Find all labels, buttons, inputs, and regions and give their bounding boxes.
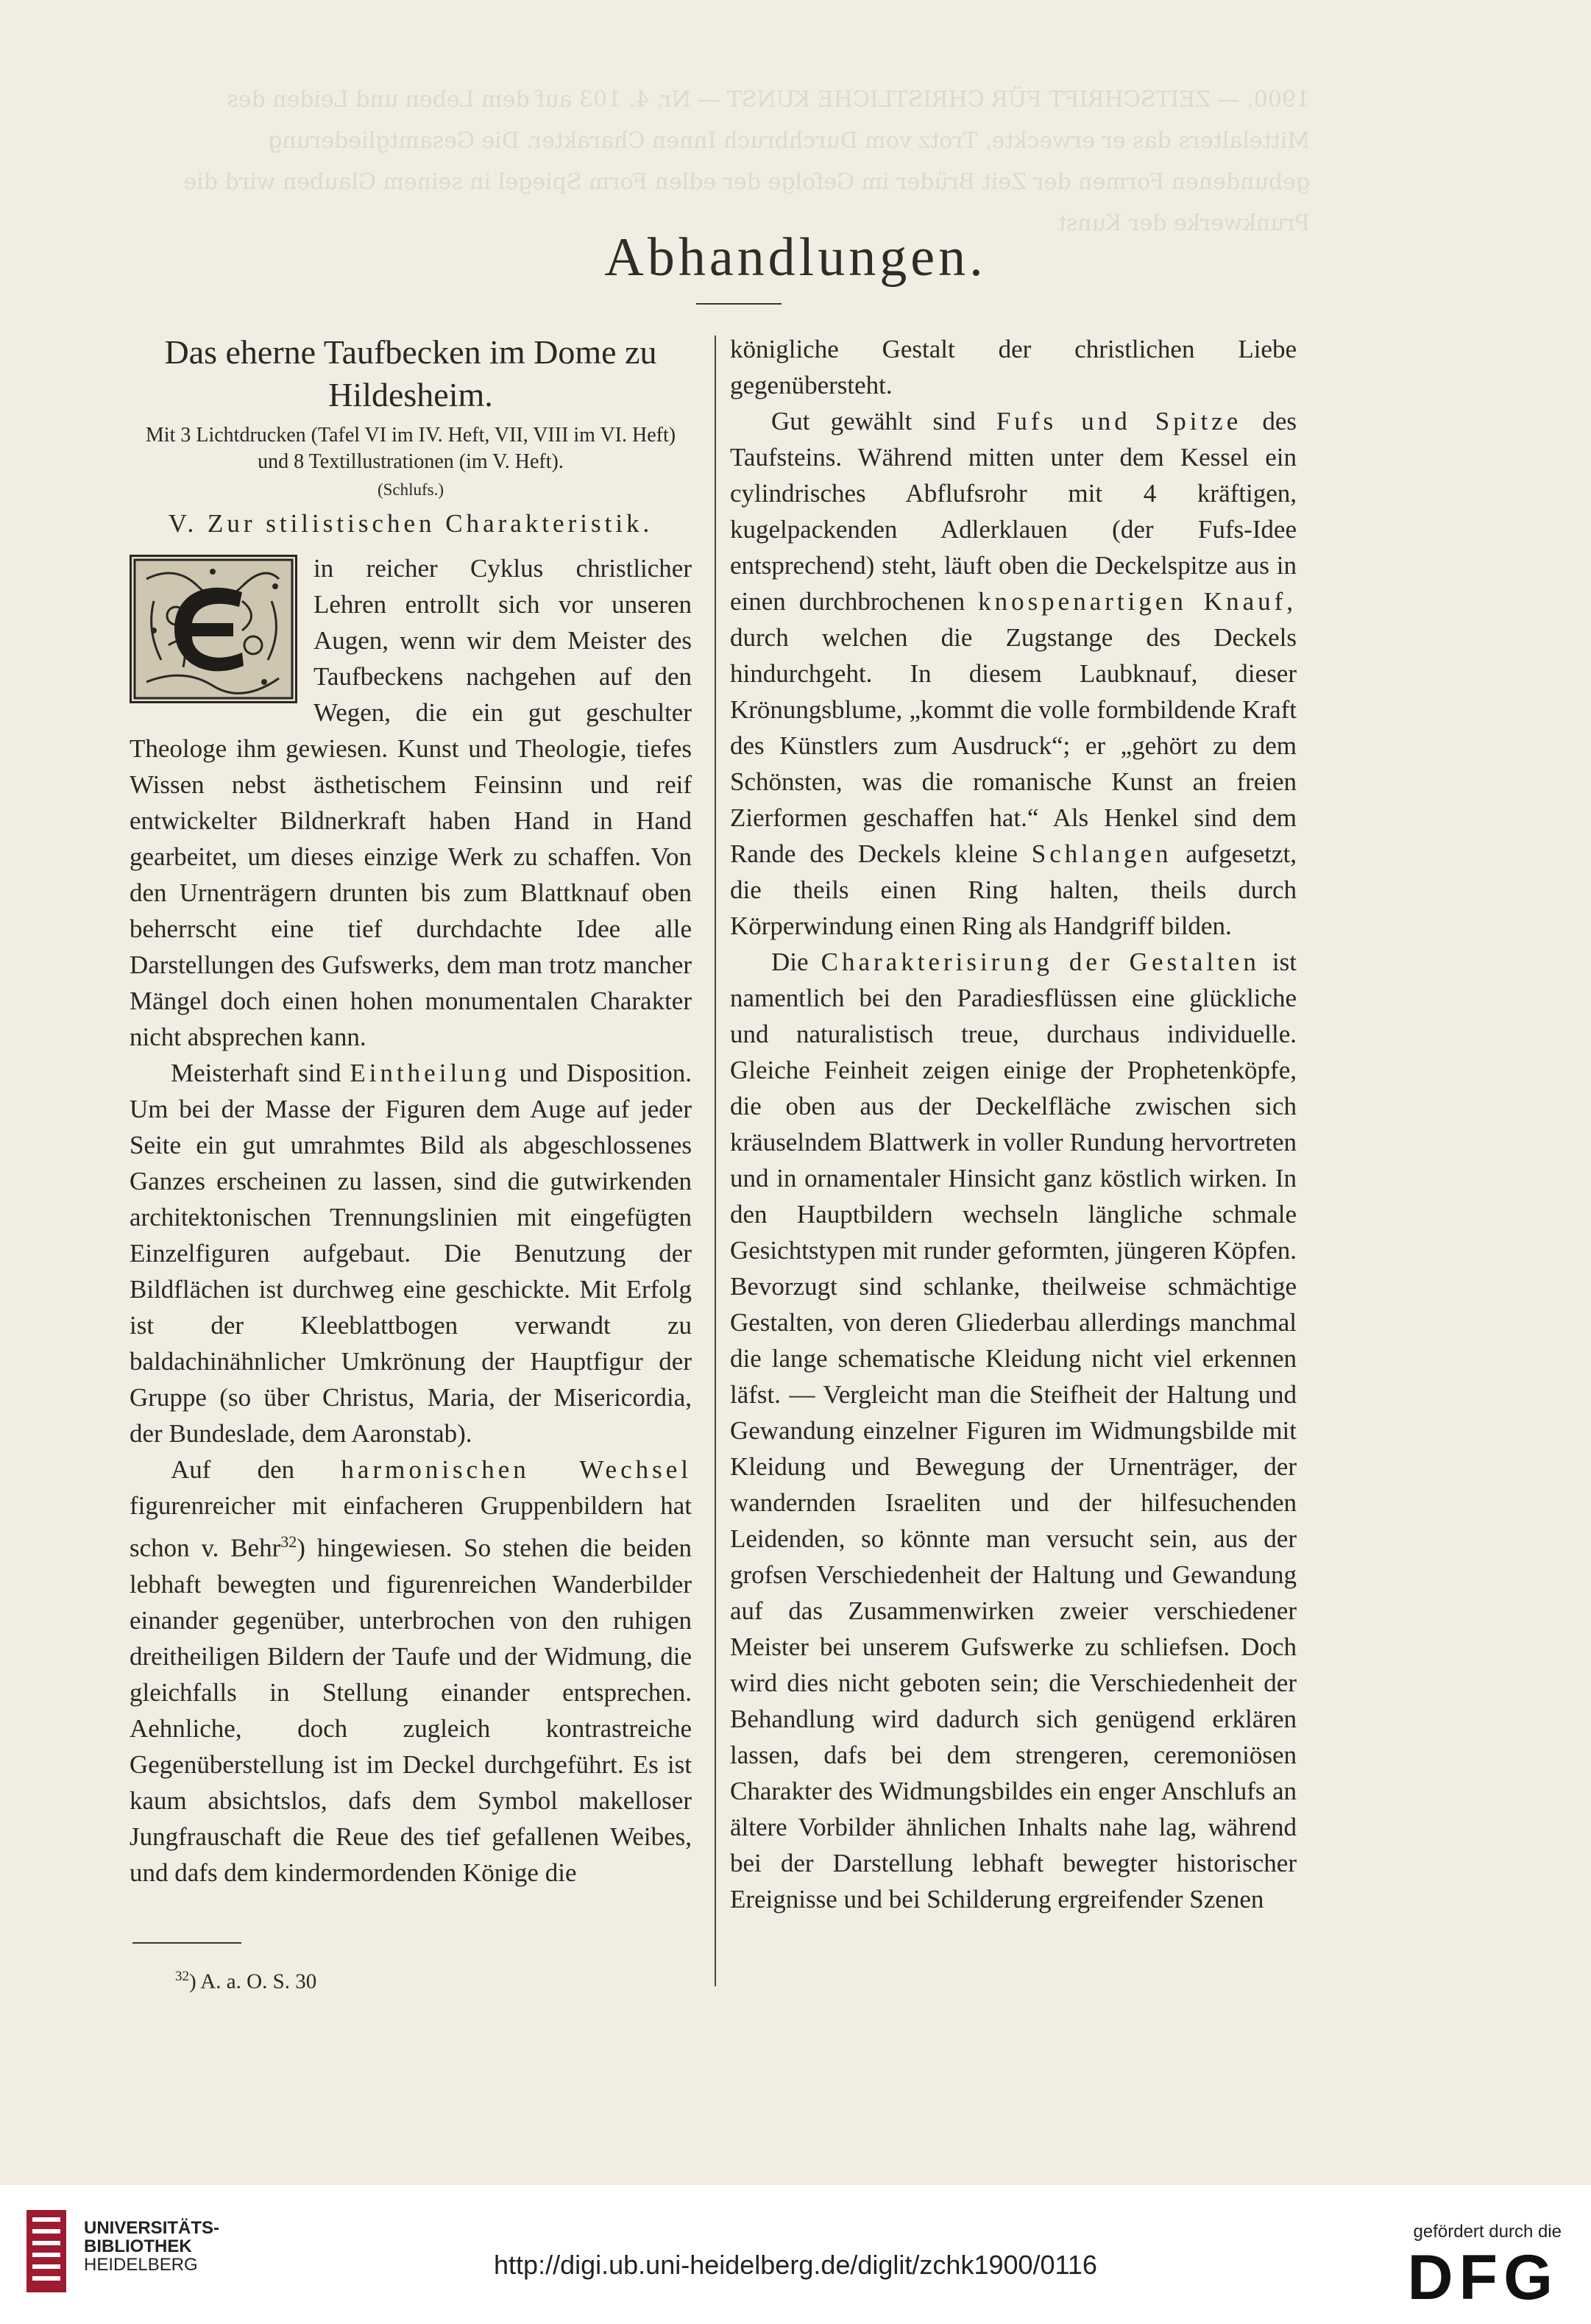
funded-by-label: gefördert durch die (1413, 2222, 1562, 2242)
paragraph: Die Charakterisirung der Gestalten ist namentlich bei den Paradiesflüssen eine glückliche und naturalistisch treue, durchaus individuelle. Gleiche Feinheit zeigen einige der Prophetenköpfe, die oben aus der Deckelfläche zwischen sich kräuselndem Blattwerk in voller Rundung hervortreten und in ornamentaler Hinsicht ganz köstlich wirken. In den Hauptbildern wechseln längliche schmale Gesichtstypen mit runder geformten, jüngeren Köpfen. Bevorzugt sind schlanke, theilweise schmächtige Gestalten, von deren Gliederbau allerdings manchmal die lange schematische Kleidung nicht viel erkennen läfst. — Vergleicht man die Steifheit der Haltung und Gewandung einzelner Figuren im Widmungsbilde mit Kleidung und Bewegung der Urnenträger, der wandernden Israeliten und der hilfesuchenden Leidenden, so könnte man versucht sein, aus der grofsen Verschiedenheit der Haltung und Gewandung auf das Zusammenwirken zweier verschiedener Meister bei unserem Gufswerke zu schliefsen. Doch wird dies nicht geboten sein; die Verschiedenheit der Behandlung wird dadurch sich genügend erklären lassen, dafs bei dem strengeren, ceremoniösen Charakter des Widmungsbildes ein enger Anschlufs an ältere Vorbilder ähnlichen Inhalts nahe lag, während bei der Darstellung lebhaft bewegter historischer Ereignisse und bei Schilderung ergreifender Szenen (730, 948, 1297, 1913)
footer-bar (0, 2185, 1591, 2324)
dfg-logo: DFG (1407, 2242, 1559, 2313)
library-name: UNIVERSITÄTS- BIBLIOTHEK HEIDELBERG (84, 2218, 220, 2275)
right-column (730, 331, 1297, 1917)
paragraph: Meisterhaft sind Eintheilung und Disposition. Um bei der Masse der Figuren dem Auge auf jeder Seite ein gut umrahmtes Bild als abgeschlossenes Ganzes erscheinen zu lassen, sind die gutwirkenden architektonischen Trennungslinien mit eingefügten Einzelfiguren aufgebaut. Die Benutzung der Bildflächen ist durchweg eine geschickte. Mit Erfolg ist der Kleeblattbogen verwandt zu baldachinähnlicher Umkrönung der Hauptfigur der Gruppe (so über Christus, Maria, der Misericordia, der Bundeslade, dem Aaronstab). (130, 1059, 692, 1448)
section-title: Abhandlungen. (604, 227, 987, 288)
footnote-reference: 32 (280, 1532, 297, 1551)
paragraph: königliche Gestalt der christlichen Liebe gegenübersteht. (730, 335, 1297, 399)
title-rule (696, 303, 782, 305)
article-title: Das eherne Taufbecken im Dome zu Hildesheim. (164, 333, 657, 413)
footnote-text: ) A. a. O. S. 30 (189, 1969, 317, 1994)
column-divider (715, 335, 716, 1986)
article-note: (Schlufs.) (377, 480, 444, 499)
left-column (130, 331, 692, 1891)
paragraph: Auf den harmonischen Wechsel figurenreicher mit einfacheren Gruppenbildern hat schon v. Behr$^{32}$) hingewiesen. So stehen die beiden lebhaft bewegten und figurenreichen Wanderbilder einander gegenüber, unterbrochen von den ruhigen dreitheiligen Bildern der Taufe und der Widmung, die gleichfalls in Stellung einander entsprechen. Aehnliche, doch zugleich kontrastreiche Gegenüberstellung ist im Deckel durchgeführt. Es ist kaum absichtslos, dafs dem Symbol makelloser Jungfrauschaft die Reue des tief gefallenen Weibes, und dafs dem kindermordenden Könige die (130, 1455, 692, 1887)
footnote-number: 32 (175, 1969, 189, 1984)
footnote-rule (132, 1942, 241, 1944)
footnote (175, 1969, 316, 1994)
bleed-through-text: 1900. — ZEITSCHRIFT FÜR CHRISTLICHE KUNST — Nr. 4. 103 auf dem Leben und Leiden des Mittelalters das er erweckte, Trotz vom Durchbruch Innen Charakter. Die Gesamtgliederung gebundenen Formen der Zeit Brüder im Gefolge der edlen Form Spiegel in seinem Glauben wird die Prunkwerke der Kunst (183, 87, 1310, 236)
paragraph: Gut gewählt sind Fufs und Spitze des Taufsteins. Während mitten unter dem Kessel ein cylindrisches Abflufsrohr mit 4 kräftigen, kugelpackenden Adlerklauen (der Fufs-Idee entsprechend) steht, läuft oben die Deckelspitze aus in einen durchbrochenen knospenartigen Knauf, durch welchen die Zugstange des Deckels hindurchgeht. In diesem Laubknauf, dieser Krönungsblume, „kommt die volle formbildende Kraft des Künstlers zum Ausdruck“; er „gehört zu dem Schönsten, was die romanische Kunst an freien Zierformen geschaffen hat.“ Als Henkel sind dem Rande des Deckels kleine Schlangen aufgesetzt, die theils einen Ring halten, theils durch Körperwindung einen Ring als Handgriff bilden. (730, 407, 1297, 940)
section-heading: V. Zur stilistischen Charakteristik. (168, 509, 653, 538)
permalink-url[interactable]: http://digi.ub.uni-heidelberg.de/diglit/zchk1900/0116 (494, 2250, 1097, 2280)
article-subtitle: Mit 3 Lichtdrucken (Tafel VI im IV. Heft, VII, VIII im VI. Heft) und 8 Textillustrationen (im V. Heft). (145, 424, 676, 473)
paragraph: in reicher Cyklus christlicher Lehren entrollt sich vor unseren Augen, wenn wir dem Meister des Taufbeckens nachgehen auf den Wegen, die ein gut geschulter Theologe ihm gewiesen. Kunst und Theologie, tiefes Wissen nebst ästhetischem Feinsinn und reif entwickelter Bildnerkraft haben Hand in Hand gearbeitet, um dieses einzige Werk zu schaffen. Von den Urnenträgern drunten bis zum Blattknauf oben beherrscht eine tief durchdachte Idee alle Darstellungen des Gufswerks, dem man trotz mancher Mängel doch einen hohen monumentalen Charakter nicht absprechen kann. (130, 554, 692, 1051)
decorated-initial-e-icon (130, 555, 297, 703)
